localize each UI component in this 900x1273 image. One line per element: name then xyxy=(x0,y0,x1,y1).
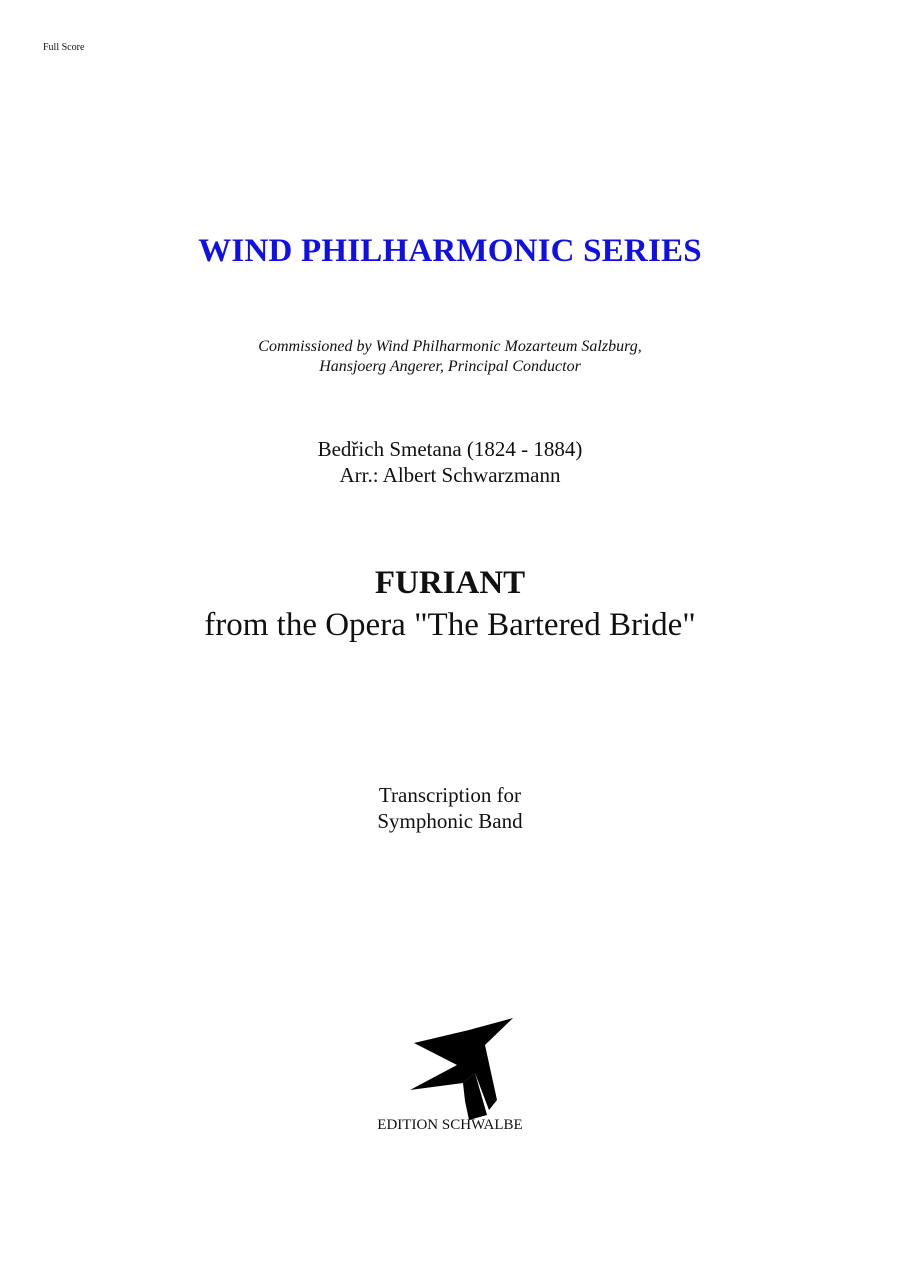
transcription-line-1: Transcription for xyxy=(378,783,522,807)
full-score-label: Full Score xyxy=(43,42,85,53)
commission-line-1: Commissioned by Wind Philharmonic Mozarteum Salzburg, xyxy=(258,338,642,355)
series-title: WIND PHILHARMONIC SERIES xyxy=(198,233,702,269)
arranger-credit: Arr.: Albert Schwarzmann xyxy=(339,463,561,487)
swallow-icon xyxy=(405,1015,517,1121)
commission-line-2: Hansjoerg Angerer, Principal Conductor xyxy=(319,358,581,375)
composer-credit: Bedřich Smetana (1824 - 1884) xyxy=(317,437,583,461)
transcription-line-2: Symphonic Band xyxy=(377,809,523,833)
work-title: FURIANT xyxy=(374,565,526,601)
work-subtitle: from the Opera "The Bartered Bride" xyxy=(204,607,696,643)
publisher-name: EDITION SCHWALBE xyxy=(377,1117,523,1133)
